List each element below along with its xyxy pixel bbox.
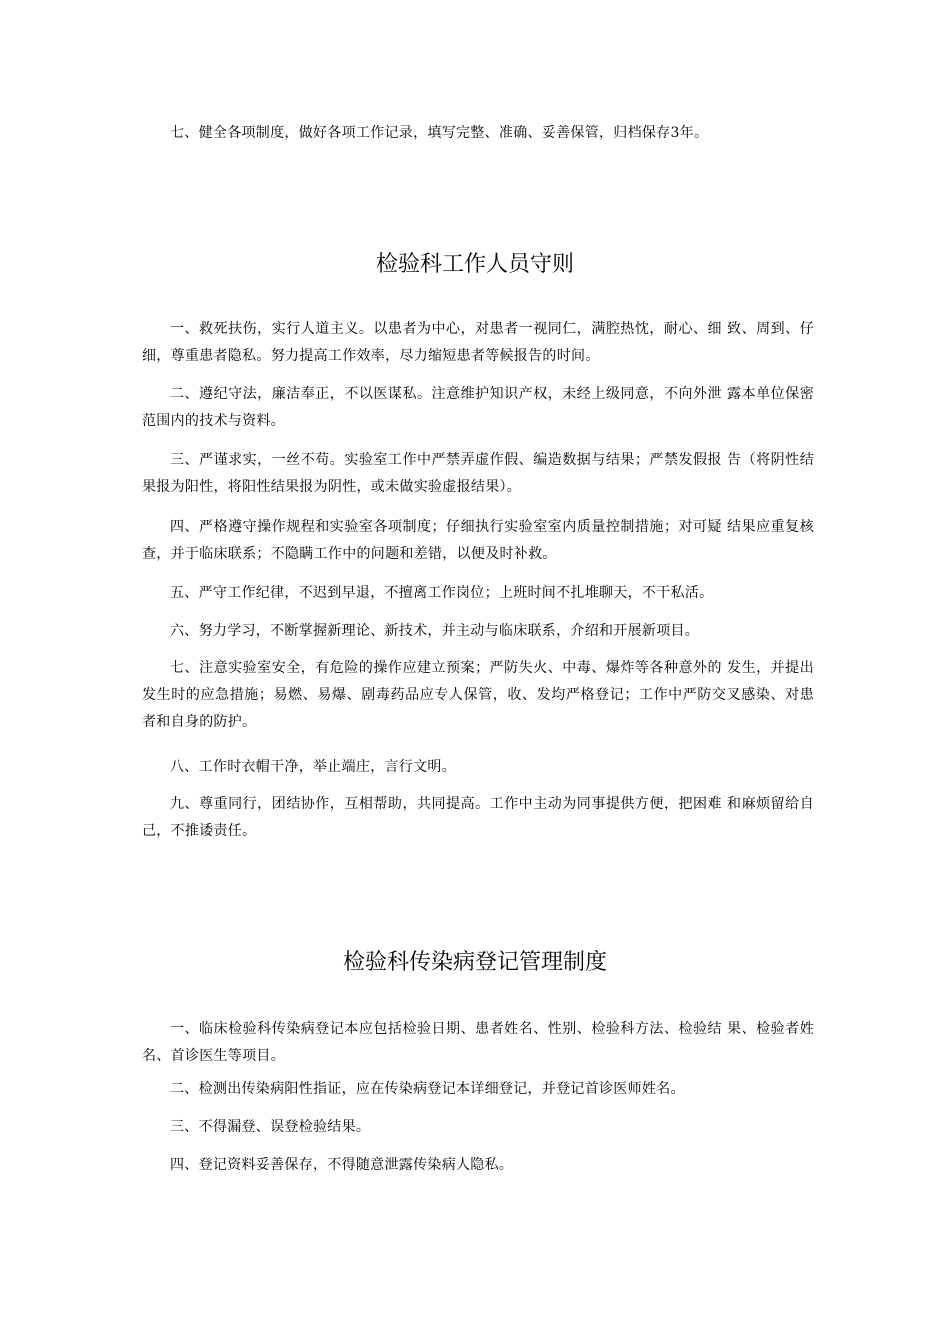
section2-item-4: 四、登记资料妥善保存，不得随意泄露传染病人隐私。 bbox=[170, 1157, 514, 1173]
section1-title: 检验科工作人员守则 bbox=[375, 252, 574, 277]
section1-item-3: 三、严谨求实，一丝不苟。实验室工作中严禁弄虚作假、编造数据与结果；严禁发假报 告（将阴性结果报为阳性，将阳性结果报为阴性，或未做实验虚报结果）。 bbox=[142, 452, 814, 495]
section1-item-2: 二、遵纪守法，廉洁奉正，不以医谋私。注意维护知识产权，未经上级同意，不向外泄 露本单位保密范围内的技术与资料。 bbox=[142, 386, 814, 429]
section1-item-5: 五、严守工作纪律，不迟到早退，不擅离工作岗位；上班时间不扎堆聊天，不干私活。 bbox=[170, 585, 714, 601]
section1-item-4: 四、严格遵守操作规程和实验室各项制度；仔细执行实验室室内质量控制措施；对可疑 结果应重复核查，并于临床联系；不隐瞒工作中的问题和差错，以便及时补救。 bbox=[142, 519, 814, 562]
section1-item-6: 六、努力学习，不断掌握新理论、新技术，并主动与临床联系，介绍和开展新项目。 bbox=[170, 623, 700, 639]
section2-item-1: 一、临床检验科传染病登记本应包括检验日期、患者姓名、性别、检验科方法、检验结 果、检验者姓名、首诊医生等项目。 bbox=[142, 1021, 814, 1064]
section1-item-8: 八、工作时衣帽干净，举止端庄，言行文明。 bbox=[170, 759, 456, 775]
section2-title: 检验科传染病登记管理制度 bbox=[342, 950, 607, 975]
top-paragraph: 七、健全各项制度，做好各项工作记录，填写完整、准确、妥善保管，归档保存3年。 bbox=[170, 125, 709, 141]
section2-item-2: 二、检测出传染病阳性指证，应在传染病登记本详细登记，并登记首诊医师姓名。 bbox=[170, 1081, 685, 1097]
section2-item-3: 三、不得漏登、误登检验结果。 bbox=[170, 1119, 371, 1135]
section1-item-9: 九、尊重同行，团结协作，互相帮助，共同提高。工作中主动为同事提供方便，把困难 和麻烦留给自己，不推诿责任。 bbox=[142, 796, 814, 839]
section1-item-7: 七、注意实验室安全，有危险的操作应建立预案；严防失火、中毒、爆炸等各种意外的 发生，并提出发生时的应急措施；易燃、易爆、剧毒药品应专人保管，收、发均严格登记；工作中严防交叉感染、对患者和自身的防护。 bbox=[142, 660, 814, 730]
section1-item-1: 一、救死扶伤，实行人道主义。以患者为中心，对患者一视同仁，满腔热忱，耐心、细 致、周到、仔细，尊重患者隐私。努力提高工作效率，尽力缩短患者等候报告的时间。 bbox=[142, 321, 814, 364]
